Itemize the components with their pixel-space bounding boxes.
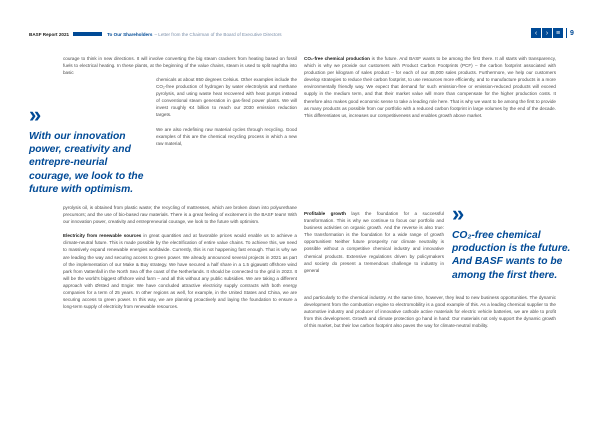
left-column-bottom [63, 204, 297, 310]
body-renewable-electricity: in great quantities and at favorable prices would enable us to achieve a climate-neutral future. This is made possible by the electrification of entire value chains. To achieve this, we need to massively expand renewable energies worldwide. Currently, this is not happening fast enough. That is why we are leading the way and securing access to green power. We already announced several projects in 2021 as part of the implementation of our Make & Buy strategy. We have secured a half share in a 1.5 gigawatt offshore wind park from Vattenfall in the North Sea off the coast of the Netherlands. It should be connected to the grid in 2023. It will be the world's biggest offshore wind farm – and all this without any public subsidies. We are taking a different approach with Ørsted and Engie: We have concluded attractive electricity supply contracts with both energy companies for a term of 25 years. In other regions as well, for example, in the United States and China, we are securing access to green power. In this way, we are planning proactively and laying the foundation to ensure a long-term supply of electricity from renewable resources. [63, 233, 297, 310]
paragraph-co2-free [304, 55, 556, 119]
paragraph-electromobility: and particularly to the chemical industry. At the same time, however, they lead to new business opportunities. The dynamic development from the combustion engine to electromobility is a good example of this. As a leading chemical supplier to the automotive industry and producer of innovative cathode active materials for electric vehicle batteries, we are able to profit from this development. Growth and climate protection go hand in hand: Our materials not only support the dynamic growth of this market, but their low carbon footprint also paves the way for climate-neutral mobility. [304, 295, 556, 329]
lead-co2-free: CO₂-free chemical production [304, 56, 370, 61]
pull-quote-right: CO₂-free chemical production is the future. And BASF wants to be among the first there. [452, 230, 571, 281]
paragraph-steam-crackers: courage to think in new directions. It will involve converting the big steam crackers from heating based on fossil fuels to electrical heating. In these plants, at the beginning of the value chains, steam is used to split naphtha into basic [63, 56, 297, 76]
lead-profitable-growth: Profitable growth [304, 211, 346, 216]
nav-divider [566, 28, 567, 38]
header-accent-bar [73, 32, 102, 35]
section-title[interactable]: To Our Shareholders [107, 31, 153, 37]
quote-mark-left-icon: » [29, 102, 38, 127]
paragraph-renewable-electricity [63, 232, 297, 310]
body-co2-free: is the future. And BASF wants to be among the first there. It all starts with transparency, which is why we provide our customers with Product Carbon Footprints (PCF) – the carbon footprint associated with production per kilogram of sales product – for each of our 45,000 sales products. Furthermore, we help our customers develop strategies to reduce their carbon footprint, to use resources more efficiently, and to manufacture products in a more environmentally friendly way. We expect that demand for such emission-free or emission-reduced products will exceed supply in the medium term, and that their market value will more than compensate for the higher production costs. It therefore also makes good economic sense to take a leading role here. That is why we want to be among the first to provide as many products as possible from our portfolio with a reduced carbon footprint in large volumes by the end of the decade. This differentiates us, increases our competitiveness and enables growth above market. [304, 56, 556, 118]
quote-mark-right-icon: » [452, 201, 461, 226]
menu-icon: ≡ [555, 29, 561, 37]
paragraph-recycling-rest: pyrolysis oil, is obtained from plastic waste; the recycling of mattresses, which are broken down into polyurethane precursors; and the use of bio-based raw materials. There is a great feeling of excitement in the BASF team! With our innovation power, creativity and entrepreneurial courage, we look to the future with optimism. [63, 205, 297, 225]
left-column-indented [156, 76, 297, 147]
right-column-bottom [304, 294, 556, 329]
page-navigation [531, 28, 574, 38]
chevron-right-icon: › [545, 29, 549, 37]
left-column-top [63, 55, 297, 76]
pull-quote-left: With our innovation power, creativity and entrepre-neurial courage, we look to the future with optimism. [29, 131, 144, 195]
chevron-left-icon: ‹ [534, 29, 538, 37]
previous-page-button[interactable] [531, 28, 541, 38]
next-page-button[interactable] [542, 28, 552, 38]
paragraph-recycling-start: We are also redefining raw material cycles through recycling. Good examples of this are the chemical recycling process in which a new raw material, [156, 126, 297, 146]
body-profitable-growth: lays the foundation for a successful transformation. This is why we continue to focus our portfolio and business activities on organic growth. And the reverse is also true: The transformation is the foundation for a wide range of growth opportunities! Neither future prosperity nor climate neutrality is possible without a competitive chemical industry and innovative chemical products. Extensive regulations driven by policymakers and society do present a tremendous challenge to industry in general [304, 211, 445, 273]
right-column-top [304, 55, 556, 119]
right-column-narrow [304, 210, 444, 274]
paragraph-emission-targets: chemicals at about 850 degrees Celsius. Other examples include the CO₂-free production of hydrogen by water electrolysis and methane pyrolysis, and using waste heat recovered with heat pumps instead of conventional steam generation in gas-fired power plants. We will invest roughly €4 billion to reach our 2030 emission reduction targets. [156, 77, 297, 118]
lead-renewable-electricity: Electricity from renewable sources [63, 233, 142, 239]
section-subtitle: – Letter from the Chairman of the Board of Executive Directors [154, 31, 282, 37]
paragraph-profitable-growth [304, 210, 444, 274]
page-number: 9 [570, 29, 574, 37]
page-header [29, 29, 600, 39]
report-title: BASF Report 2021 [29, 31, 70, 37]
contents-menu-button[interactable] [553, 28, 563, 38]
